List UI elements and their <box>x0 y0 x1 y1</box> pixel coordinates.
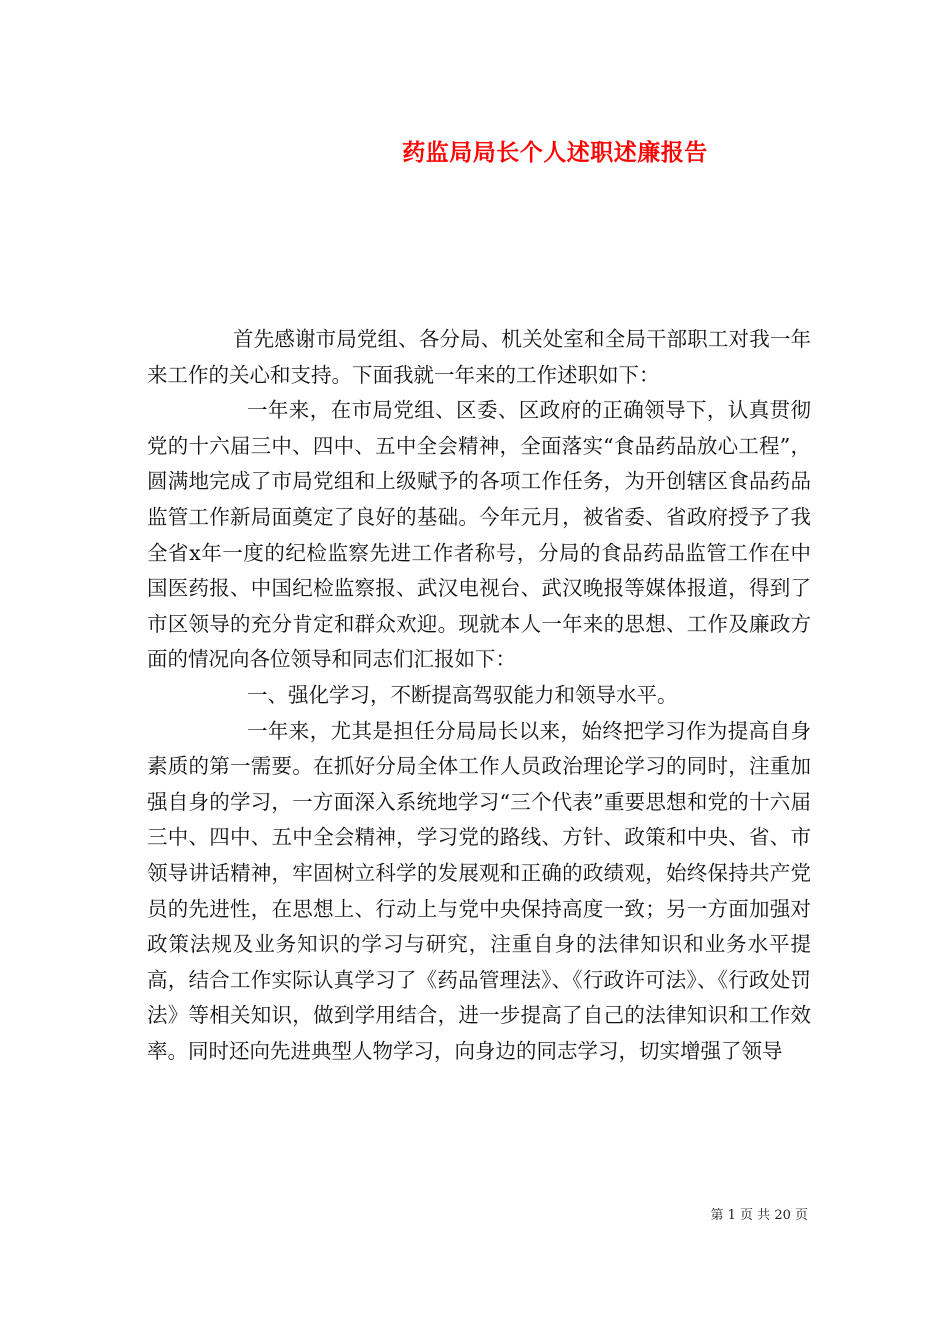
paragraph-intro: 首先感谢市局党组、各分局、机关处室和全局干部职工对我一年来工作的关心和支持。下面我就一年来的工作述职如下： <box>147 327 811 387</box>
document-title: 药监局局长个人述职述廉报告 <box>402 139 708 166</box>
page-number-footer: 第 1 页 共 20 页 <box>710 1208 808 1223</box>
document-body <box>147 322 811 1069</box>
paragraph-summary: 一年来，在市局党组、区委、区政府的正确领导下，认真贯彻党的十六届三中、四中、五中全会精神，全面落实“食品药品放心工程”，圆满地完成了市局党组和上级赋予的各项工作任务，为开创辖区食品药品监管工作新局面奠定了良好的基础。今年元月，被省委、省政府授予了我全省x年一度的纪检监察先进工作者称号，分局的食品药品监管工作在中国医药报、中国纪检监察报、武汉电视台、武汉晚报等媒体报道，得到了市区领导的充分肯定和群众欢迎。现就本人一年来的思想、工作及廉政方面的情况向各位领导和同志们汇报如下： <box>147 398 811 672</box>
paragraph-study: 一年来，尤其是担任分局局长以来，始终把学习作为提高自身素质的第一需要。在抓好分局全体工作人员政治理论学习的同时，注重加强自身的学习，一方面深入系统地学习“三个代表”重要思想和党的十六届三中、四中、五中全会精神，学习党的路线、方针、政策和中央、省、市领导讲话精神，牢固树立科学的发展观和正确的政绩观，始终保持共产党员的先进性，在思想上、行动上与党中央保持高度一致；另一方面加强对政策法规及业务知识的学习与研究，注重自身的法律知识和业务水平提高，结合工作实际认真学习了《药品管理法》、《行政许可法》、《行政处罚法》等相关知识，做到学用结合，进一步提高了自己的法律知识和工作效率。同时还向先进典型人物学习，向身边的同志学习，切实增强了领导 <box>147 718 811 1063</box>
section-heading-1: 一、强化学习，不断提高驾驭能力和领导水平。 <box>247 682 678 707</box>
